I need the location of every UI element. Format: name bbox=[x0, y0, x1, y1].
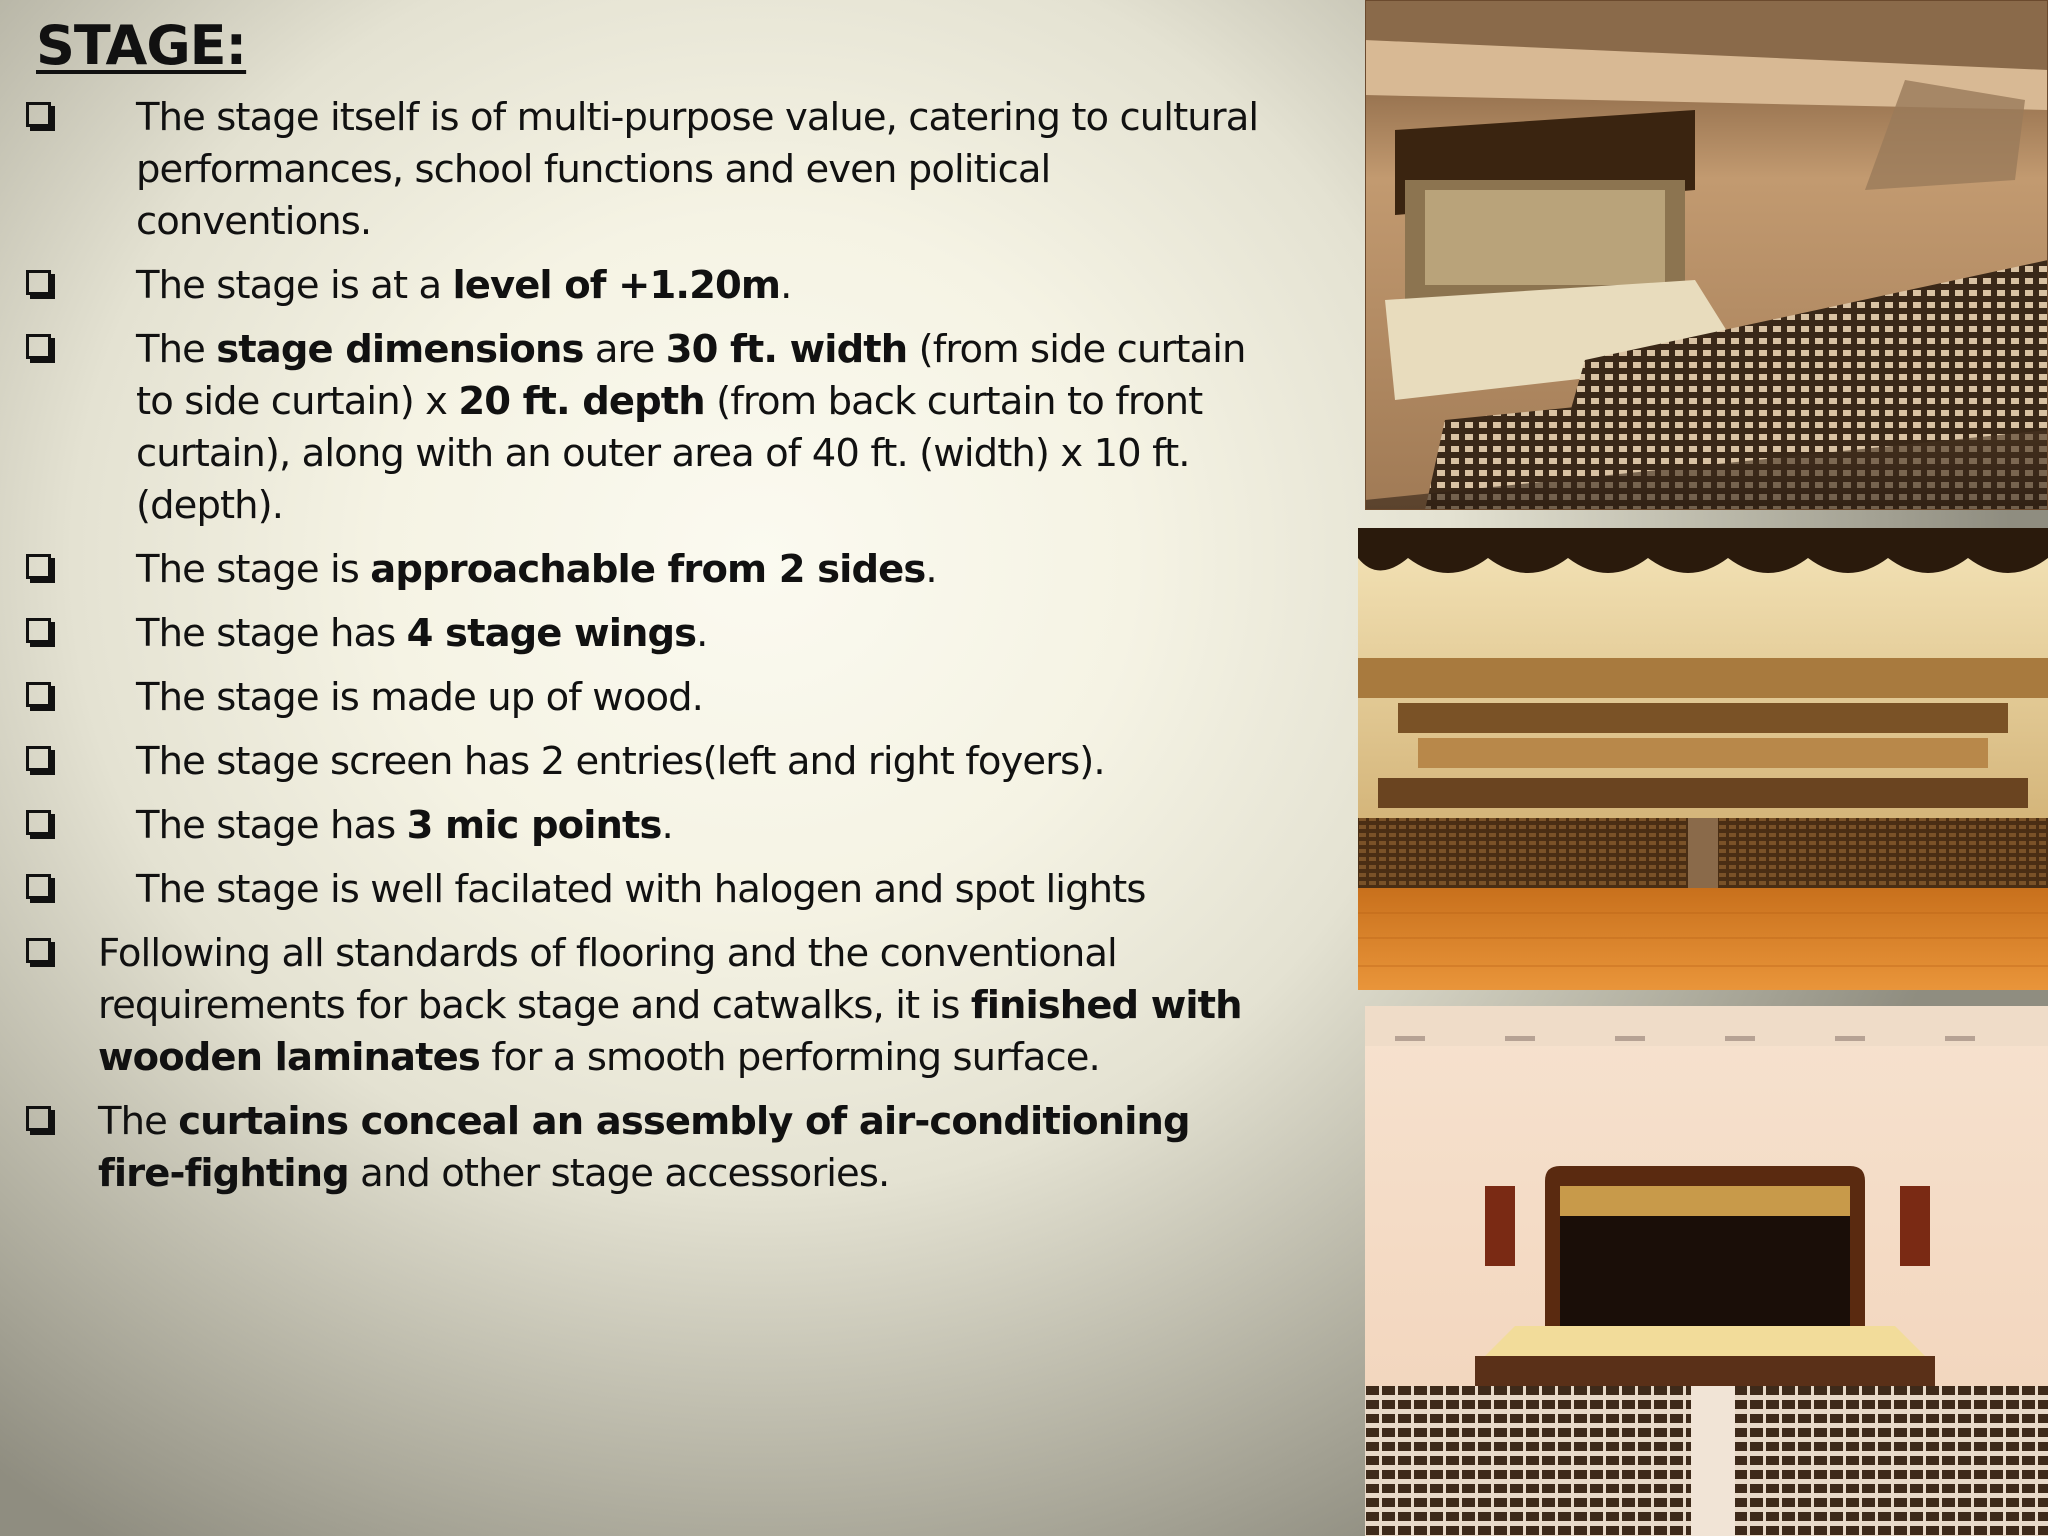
hollow-square-bullet-icon bbox=[26, 938, 51, 963]
bullet-text-run: are bbox=[583, 327, 666, 372]
bullet-bold-text: 20 ft. depth bbox=[458, 379, 705, 424]
bullet-bold-text: curtains conceal an assembly of air-conditioning fire-fighting bbox=[98, 1099, 1190, 1196]
bullet-text-run: for a smooth performing surface. bbox=[479, 1035, 1100, 1080]
bullet-item bbox=[22, 544, 1282, 596]
hollow-square-bullet-icon bbox=[26, 270, 51, 295]
bullet-text bbox=[22, 544, 1282, 596]
bullet-text-run: The bbox=[136, 327, 217, 372]
bullet-bold-text: finished with wooden laminates bbox=[98, 983, 1242, 1080]
bullet-item bbox=[22, 92, 1282, 248]
bullet-text-run: The stage screen has 2 entries(left and right foyers). bbox=[136, 739, 1105, 784]
bullet-text bbox=[22, 736, 1282, 788]
bullet-text bbox=[22, 260, 1282, 312]
bullet-text-run: The stage has bbox=[136, 803, 407, 848]
bullet-text bbox=[22, 608, 1282, 660]
bullet-item bbox=[22, 928, 1282, 1084]
bullet-bold-text: level of +1.20m bbox=[452, 263, 781, 308]
bullet-text-run: The stage is at a bbox=[136, 263, 453, 308]
bullet-text-run: (from back curtain to front curtain), along with an outer area of 40 ft. (width) x 10 ft. (depth). bbox=[136, 379, 1203, 528]
hollow-square-bullet-icon bbox=[26, 102, 51, 127]
bullet-item bbox=[22, 608, 1282, 660]
bullet-text bbox=[22, 928, 1282, 1084]
bullet-text-run: . bbox=[780, 263, 792, 308]
bullet-text bbox=[22, 324, 1282, 532]
bullet-text-run: . bbox=[696, 611, 708, 656]
bullet-item bbox=[22, 800, 1282, 852]
hollow-square-bullet-icon bbox=[26, 874, 51, 899]
bullet-item bbox=[22, 736, 1282, 788]
hollow-square-bullet-icon bbox=[26, 554, 51, 579]
auditorium-stage-front-photo bbox=[1365, 1006, 2048, 1536]
bullet-text-run: The bbox=[98, 1099, 179, 1144]
bullet-bold-text: approachable from 2 sides bbox=[370, 547, 926, 592]
bullet-text-run: and other stage accessories. bbox=[348, 1151, 890, 1196]
bullet-text-run: The stage has bbox=[136, 611, 407, 656]
bullet-text-run: . bbox=[925, 547, 937, 592]
bullet-bold-text: 4 stage wings bbox=[406, 611, 697, 656]
hollow-square-bullet-icon bbox=[26, 334, 51, 359]
bullet-text-run: . bbox=[661, 803, 673, 848]
bullet-text-run: Following all standards of flooring and the conventional requirements for back stage and catwalks, it is bbox=[98, 931, 1117, 1028]
hollow-square-bullet-icon bbox=[26, 810, 51, 835]
bullet-text-run: The stage is made up of wood. bbox=[136, 675, 704, 720]
bullet-item bbox=[22, 864, 1282, 916]
slide-title: STAGE: bbox=[36, 14, 247, 77]
bullet-item bbox=[22, 672, 1282, 724]
bullet-text-run: (from side curtain to side curtain) x bbox=[136, 327, 1246, 424]
bullet-item bbox=[22, 260, 1282, 312]
bullet-text bbox=[22, 672, 1282, 724]
auditorium-aerial-photo bbox=[1365, 0, 2048, 510]
bullet-bold-text: 3 mic points bbox=[406, 803, 662, 848]
hollow-square-bullet-icon bbox=[26, 746, 51, 771]
hollow-square-bullet-icon bbox=[26, 682, 51, 707]
bullet-text bbox=[22, 1096, 1282, 1200]
bullet-text-run: The stage itself is of multi-purpose value, catering to cultural performances, school functions and even political conventions. bbox=[136, 95, 1259, 244]
hollow-square-bullet-icon bbox=[26, 618, 51, 643]
auditorium-balcony-view-photo bbox=[1358, 528, 2048, 990]
bullet-item bbox=[22, 1096, 1282, 1200]
bullet-list bbox=[22, 92, 1282, 1212]
bullet-item bbox=[22, 324, 1282, 532]
bullet-text-run: The stage is well facilated with halogen and spot lights bbox=[136, 867, 1146, 912]
bullet-bold-text: 30 ft. width bbox=[665, 327, 908, 372]
bullet-text bbox=[22, 800, 1282, 852]
hollow-square-bullet-icon bbox=[26, 1106, 51, 1131]
bullet-text-run: The stage is bbox=[136, 547, 371, 592]
bullet-text bbox=[22, 92, 1282, 248]
bullet-bold-text: stage dimensions bbox=[216, 327, 584, 372]
bullet-text bbox=[22, 864, 1282, 916]
